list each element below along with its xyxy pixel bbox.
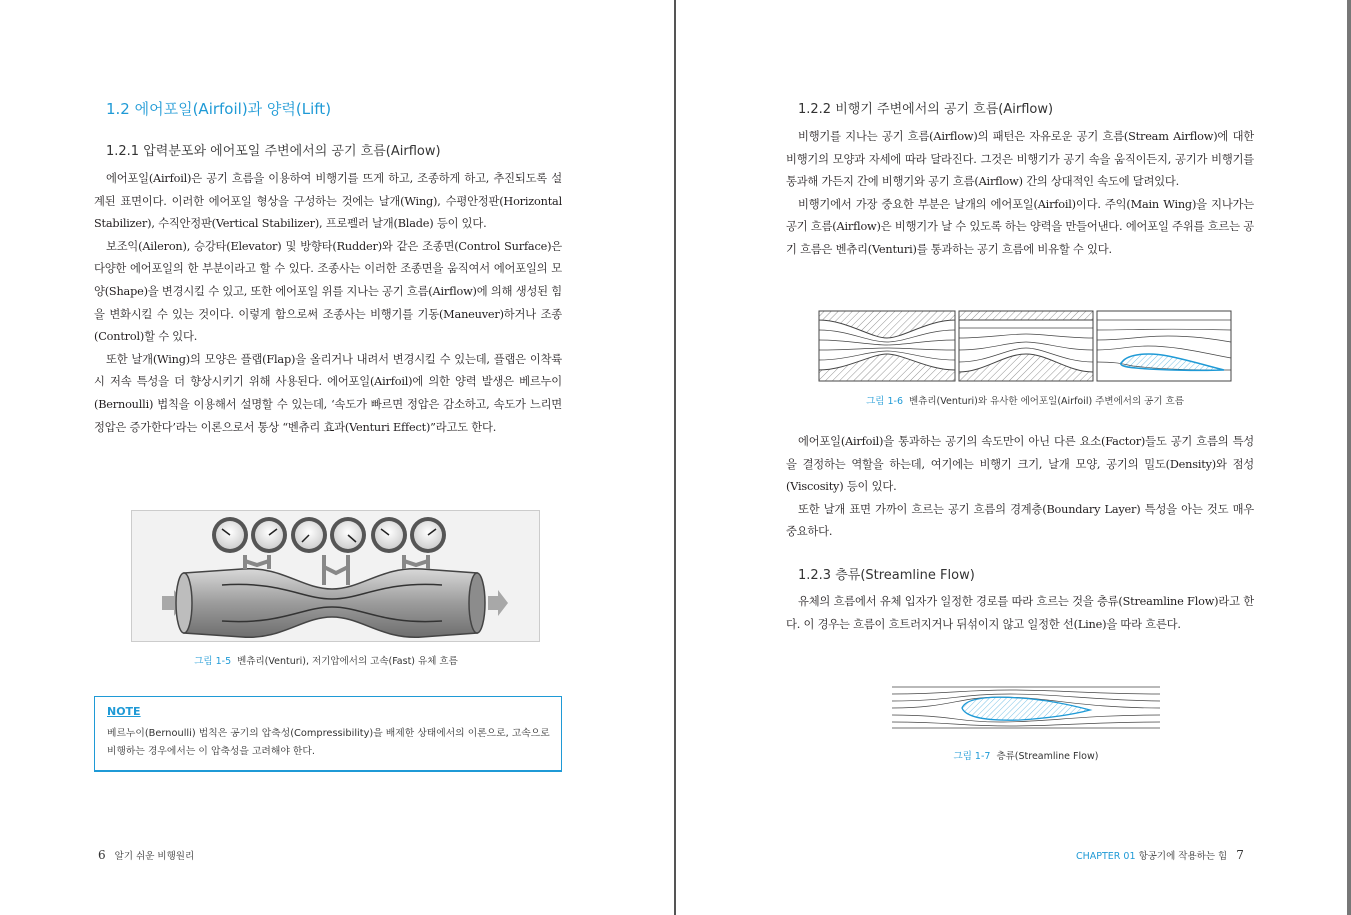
right-body-text-c [786, 591, 1254, 636]
section-title: 1.2 에어포일(Airfoil)과 양력(Lift) [106, 100, 332, 118]
left-body-text [94, 168, 562, 439]
figure-caption-text: 벤츄리(Venturi), 저기압에서의 고속(Fast) 유체 흐름 [237, 656, 458, 667]
paragraph: 또한 날개(Wing)의 모양은 플랩(Flap)을 올리거나 내려서 변경시킬 수 있는데, 플랩은 이착륙 시 저속 특성을 더 향상시키기 위해 사용된다. 에어포일(Airfoil)에 의한 양력 발생은 베르누이(Bernoulli) 법칙을 이용해서 설명할 수 있는데, ‘속도가 빠르면 정압은 감소하고, 속도가 느리면 정압은 증가한다’라는 이론으로서 통상 “벤츄리 효과(Venturi Effect)”라고도 한다. [94, 352, 562, 434]
figure-number: 그림 1-7 [953, 751, 991, 762]
paragraph: 유체의 흐름에서 유체 입자가 일정한 경로를 따라 흐르는 것을 층류(Streamline Flow)라고 한다. 이 경우는 흐름이 흐트러지거나 뒤섞이지 않고 일정한 선(Line)을 따라 흐른다. [786, 595, 1254, 631]
note-box [94, 696, 562, 772]
book-title: 알기 쉬운 비행원리 [114, 851, 195, 862]
pressure-gauge-1 [212, 517, 248, 553]
paragraph: 또한 날개 표면 가까이 흐르는 공기 흐름의 경계층(Boundary Layer) 특성을 아는 것도 매우 중요하다. [786, 502, 1254, 539]
figure-caption-text: 층류(Streamline Flow) [996, 751, 1099, 762]
streamline-illustration [890, 684, 1162, 730]
right-footer [1076, 848, 1250, 862]
paragraph: 비행기에서 가장 중요한 부분은 날개의 에어포일(Airfoil)이다. 주익(Main Wing)을 지나가는 공기 흐름(Airflow)은 비행기가 날 수 있도록 하는 양력을 만들어낸다. 에어포일 주위를 흐르는 공기 흐름은 벤츄리(Venturi)를 통과하는 공기 흐름에 비유할 수 있다. [786, 197, 1254, 256]
chapter-label: CHAPTER 01 [1076, 851, 1136, 862]
gauge-stem [324, 555, 348, 585]
page-edge [1347, 0, 1351, 915]
half-venturi-panel [959, 311, 1093, 381]
figure-number: 그림 1-5 [194, 656, 232, 667]
page-number: 6 [98, 848, 106, 862]
figure-number: 그림 1-6 [866, 396, 903, 407]
subsection-title: 1.2.2 비행기 주변에서의 공기 흐름(Airflow) [798, 102, 1054, 117]
pressure-gauge-5 [371, 517, 407, 553]
venturi-pipe [184, 569, 477, 638]
figure-caption [890, 748, 1162, 762]
pressure-gauge-6 [410, 517, 446, 553]
subsection-title: 1.2.3 층류(Streamline Flow) [798, 568, 975, 583]
venturi-panel [819, 311, 955, 381]
left-footer [92, 848, 194, 862]
paragraph: 비행기를 지나는 공기 흐름(Airflow)의 패턴은 자유로운 공기 흐름(Stream Airflow)에 대한 비행기의 모양과 자세에 따라 달라진다. 그것은 비행기가 공기 속을 움직이든지, 공기가 비행기를 통과해 가든지 간에 비행기와 공기 흐름(Airflow) 간의 상대적인 속도에 달려있다. [786, 130, 1254, 189]
outflow-arrow [488, 590, 508, 616]
venturi-figure [131, 510, 540, 642]
note-text: 베르누이(Bernoulli) 법칙은 공기의 압축성(Compressibility)을 배제한 상태에서의 이론으로, 고속으로 비행하는 경우에서는 이 압축성을 고려해야 한다. [107, 728, 550, 757]
right-body-text-a [786, 126, 1254, 262]
pipe-outlet [469, 573, 485, 633]
right-page [676, 0, 1351, 915]
figure-caption [131, 653, 521, 667]
venturi-illustration [132, 511, 539, 641]
pipe-inlet [176, 573, 192, 633]
figure-caption-text: 벤츄리(Venturi)와 유사한 에어포일(Airfoil) 주변에서의 공기 흐름 [909, 396, 1184, 407]
left-page [0, 0, 675, 915]
pressure-gauge-3 [291, 517, 327, 553]
pressure-gauge-4 [330, 517, 366, 553]
gauge-stem [404, 555, 428, 569]
right-body-text-b [786, 431, 1254, 544]
paragraph: 에어포일(Airfoil)을 통과하는 공기의 속도만이 아닌 다른 요소(Factor)들도 공기 흐름의 특성을 결정하는 역할을 하는데, 여기에는 비행기 크기, 날개 모양, 공기의 밀도(Density)와 점성(Viscosity) 등이 있다. [786, 435, 1254, 494]
subsection-title: 1.2.1 압력분포와 에어포일 주변에서의 공기 흐름(Airflow) [106, 144, 441, 159]
airfoil-panel [1097, 311, 1231, 381]
gauge-stem [245, 555, 269, 569]
paragraph: 보조익(Aileron), 승강타(Elevator) 및 방향타(Rudder)와 같은 조종면(Control Surface)은 다양한 에어포일의 한 부분이라고 할 수 있다. 조종사는 이러한 조종면을 움직여서 에어포일의 모양(Shape)을 변경시킬 수 있고, 또한 에어포일 위를 지나는 공기 흐름(Airflow)에 의해 생성된 힘을 변화시킬 수 있는 것이다. 이렇게 함으로써 조종사는 비행기를 기동(Maneuver)하거나 조종(Control)할 수 있다. [94, 239, 562, 344]
airfoil-shape [962, 697, 1090, 720]
pressure-gauge-2 [251, 517, 287, 553]
page-number: 7 [1236, 848, 1244, 862]
streamline-figure [890, 684, 1162, 730]
airfoil-venturi-illustration [818, 310, 1232, 382]
chapter-title: 항공기에 작용하는 힘 [1138, 851, 1228, 862]
paragraph: 에어포일(Airfoil)은 공기 흐름을 이용하여 비행기를 뜨게 하고, 조종하게 하고, 추진되도록 설계된 표면이다. 이러한 에어포일 형상을 구성하는 것에는 날개(Wing), 수평안정판(Horizontal Stabilizer), 수직안정판(Vertical Stabilizer), 프로펠러 날개(Blade) 등이 있다. [94, 172, 562, 231]
note-title: NOTE [107, 705, 141, 718]
figure-caption [818, 393, 1232, 407]
airfoil-venturi-figure [818, 310, 1232, 382]
